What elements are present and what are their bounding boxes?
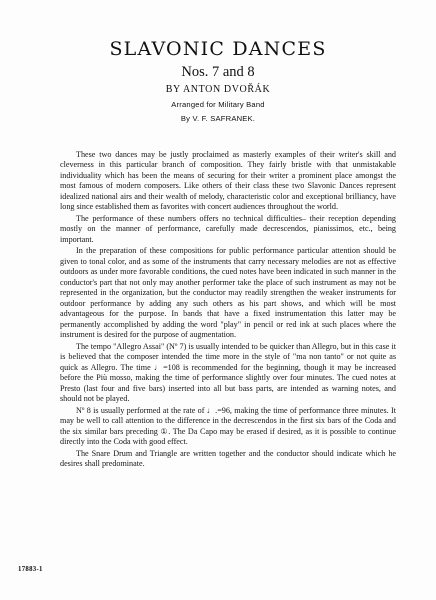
- dance-numbers: Nos. 7 and 8: [181, 64, 255, 80]
- paragraph-percussion: The Snare Drum and Triangle are written together and the conductor should indicate which he desires shall predominate.: [60, 448, 396, 469]
- plate-number: 17883-1: [18, 566, 43, 573]
- arranger-credit: By V. F. SAFRANEK.: [180, 114, 256, 123]
- arrangement-note: Arranged for Military Band: [171, 100, 265, 109]
- paragraph-introduction: These two dances may be justly proclaimed as masterly examples of their writer's skill and cleverness in this particular branch of composition. They fairly bristle with that unmistakable individuality which has been the means of securing for their writer a prominent place amongst the most famous of modern composers. Like others of their class these two Slavonic Dances represent idealized national airs and their wealth of melody, characteristic color and exceptional brilliancy, have long since established them as favorites with concert audiences throughout the world.: [60, 150, 396, 212]
- paragraph-performance: The performance of these numbers offers no technical difficulties– their reception depending mostly on the manner of performance, carefully made decrescendos, pianissimos, etc., being important.: [60, 213, 396, 244]
- page-title: SLAVONIC DANCES: [109, 38, 327, 60]
- paragraph-tempo-no7: The tempo "Allegro Assai" (Nº 7) is usually intended to be quicker than Allegro, but in this case it is believed that the composer intended the time more in the style of "ma non tanto" or not quite as quick as Allegro. The time ♩=108 is recommended for the beginning, though it may be increased before the Più mosso, making the time of performance slightly over four minutes. The cued notes at Presto (last four and five bars) inserted into all but bass parts, are intended as warning notes, and should not be played.: [60, 341, 396, 403]
- page-header: [0, 38, 436, 124]
- preface-text: [60, 150, 396, 471]
- paragraph-tempo-no8: Nº 8 is usually performed at the rate of ♩.=96, making the time of performance three minutes. It may be well to call attention to the difference in the decrescendos in the first six bars of the Coda and the six similar bars preceding ①. The Da Capo may be erased if desired, as it is possible to continue directly into the Coda with good effect.: [60, 405, 396, 446]
- composer-credit: BY ANTON DVOŘÁK: [165, 84, 271, 95]
- paragraph-preparation: In the preparation of these compositions for public performance particular attention should be given to tonal color, and as some of the instruments that carry necessary melodies are not as effective outdoors as under more favorable conditions, the cued notes have been indicated in such manner in the conductor's part that not only may another performer take the place of such instrument as may not be represented in the organization, but the conductor may readily strengthen the weaker instruments for outdoor performance by adding any such others as his part shows, and which will be most advantageous for the purpose. In bands that have a fixed instrumentation this latter may be permanently accomplished by adding the word "play" in pencil or red ink at such places where the instrument is desired for the purpose of augmentation.: [60, 246, 396, 340]
